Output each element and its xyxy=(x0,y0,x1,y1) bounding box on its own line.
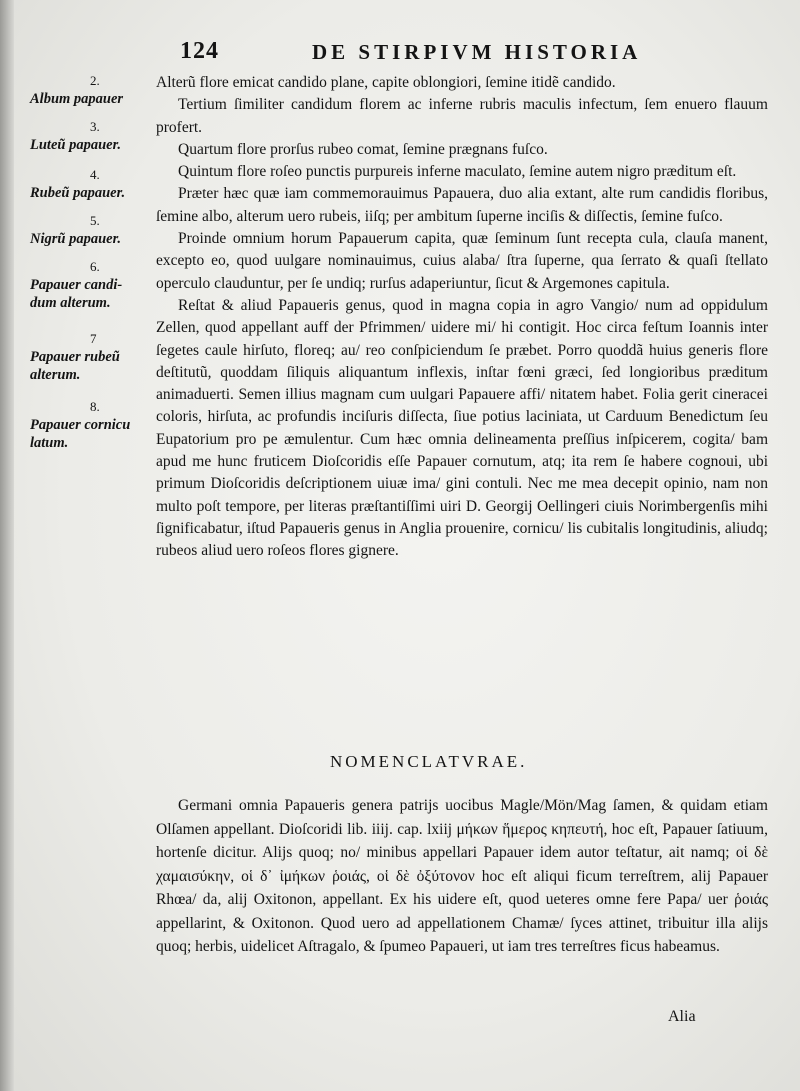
page-header xyxy=(0,38,800,68)
margin-note-number: 5. xyxy=(90,213,100,228)
margin-note-number: 8. xyxy=(90,399,100,414)
paragraph: Alterũ flore emicat candido plane, capite oblongiori, ſemine itidẽ candido. xyxy=(156,74,616,91)
page-number: 124 xyxy=(180,38,219,64)
paragraph: Quartum flore prorſus rubeo comat, ſemine prægnans fuſco. xyxy=(178,140,548,158)
margin-note xyxy=(30,398,155,434)
margin-note xyxy=(30,258,155,294)
margin-note xyxy=(30,330,155,366)
margin-note xyxy=(30,212,155,248)
margin-note-number: 4. xyxy=(90,167,100,182)
margin-note xyxy=(30,72,155,108)
margin-note xyxy=(30,166,155,202)
paragraph: Quintum flore roſeo punctis purpureis inferne maculato, ſemine autem nigro præditum eſt. xyxy=(178,163,737,181)
margin-note-number: 7 xyxy=(90,331,97,346)
margin-note-number: 3. xyxy=(90,119,100,134)
margin-note-text: Rubeũ papauer. xyxy=(30,185,126,201)
margin-note-text: Papauer rubeũ xyxy=(30,349,120,365)
margin-note-number: 2. xyxy=(90,73,100,88)
margin-note xyxy=(30,294,155,312)
margin-note-text: latum. xyxy=(30,435,69,451)
margin-note-text: alterum. xyxy=(30,367,81,383)
paragraph: Tertium ſimiliter candidum florem ac inferne rubris maculis infectum, ſem enuero flauum profert. xyxy=(156,96,768,136)
paragraph: Germani omnia Papaueris genera patrijs uocibus Magle/Mön/Mag ſamen, & quidam etiam Olſamen appellant. Dioſcoridi lib. iiij. cap. lxiij μήκων ἥμερος κηπευτή, hoc eſt, Papauer ſatiuum, hortenſe dicitur. Alijs quoq; no/ minibus appellari Papauer idem autor teſtatur, ait namq; οἱ δὲ χαμαισύκην, οἱ δ᾽ ἰμήκων ῥοιάς, οἱ δὲ ὀξύτονον hoc eſt aliqui ficum terreſtrem, alij Papauer Rhœa/ da, alij Oxitonon, appellant. Ex his uidere eſt, quod ueteres omne fere Papa/ uer ῥοιάς appellarint, & Oxitonon. Quod uero ad appellationem Chamæ/ ſyces attinet, tribuitur illa alijs quoq; herbis, uidelicet Aſtragalo, & ſpumeo Papaueri, ut iam tres terreſtres ficus habeamus. xyxy=(156,797,768,955)
paragraph: Proinde omnium horum Papauerum capita, quæ ſeminum ſunt recepta cula, clauſa manent, excepto eo, quod uulgare nominauimus, cuius alaba/ ſtra ſuperne, qua ſerrato & quaſi ſtellato operculo clauduntur, per ſe undiq; rurſus adaperiuntur, ſicut & Argemones capitula. xyxy=(156,230,768,292)
running-title: DE STIRPIVM HISTORIA xyxy=(312,40,642,64)
paragraph: Reſtat & aliud Papaueris genus, quod in magna copia in agro Vangio/ num ad oppidulum Zellen, quod appellant auff der Pfrimmen/ uidere mi/ hi contigit. Hoc circa feſtum Ioannis inter ſegetes caule hirſuto, floreq; au/ reo conſpiciendum ſe præbet. Porro quoddã huius generis flore deſtitutũ, quoddam ſiliquis aliquantum inflexis, inſtar fœni græci, ſed longioribus præditum animaduerti. Semen illius magnam cum uulgari Papauere affi/ nitatem habet. Folia gerit cineracei coloris, hirſuta, ac profundis inciſuris diſſecta, ſiue potius laciniata, ut Carduum Benedictum ſeu Eupatorium pro pe æmulentur. Cum hæc omnia delineamenta preſſius inſpicerem, cogita/ bam apud me hunc fruticem Dioſcoridis eſſe Papauer cornutum, atq; ita rem ſe habere cognoui, ubi primum Dioſcoridis deſcriptionem uiuæ ima/ gini contuli. Nec me mea decepit opinio, nam non multo poſt tempore, per literas præſtantiſſimi uiri D. Georgij Oellingeri ciuis Norimbergenſis mihi ſignificabatur, iſtud Papaueris genus in Anglia prouenire, cornicu/ lis cubitalis longitudinis, aliudq; rubeos aliud uero roſeos flores gignere. xyxy=(156,296,768,560)
margin-note-text: Luteũ papauer. xyxy=(30,137,122,153)
nomenclature-text xyxy=(156,794,768,959)
margin-note xyxy=(30,118,155,154)
page-binding-shadow xyxy=(0,0,14,1091)
section-heading: NOMENCLATVRAE. xyxy=(330,752,528,771)
margin-note-number: 6. xyxy=(90,259,100,274)
margin-note-text: Album papauer xyxy=(30,91,124,107)
margin-note xyxy=(30,434,155,452)
catchword: Alia xyxy=(668,1008,696,1025)
margin-note-text: dum alterum. xyxy=(30,295,111,311)
paragraph: Præter hæc quæ iam commemorauimus Papauera, duo alia extant, alte rum candidis floribus, ſemine albo, alterum uero rubeis, iiſq; per ambitum ſuperne inciſis & diſſectis, ſemine fuſco. xyxy=(156,185,768,225)
margin-note-text: Nigrũ papauer. xyxy=(30,231,122,247)
margin-note xyxy=(30,366,155,384)
margin-note-text: Papauer candi- xyxy=(30,277,123,293)
main-text xyxy=(156,72,768,563)
margin-note-text: Papauer cornicu xyxy=(30,417,131,433)
